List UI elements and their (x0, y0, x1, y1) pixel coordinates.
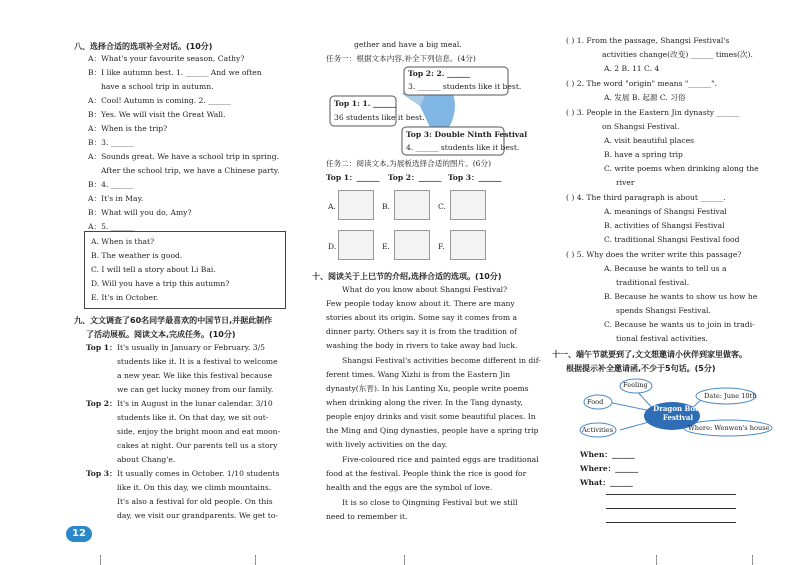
passage-line: the Ming and Qing dynasties, people have a spring trip (326, 426, 539, 435)
question-line: ( ) 3. People in the Eastern Jin dynasty ______ (566, 108, 740, 117)
passage-line: about Chang'e. (117, 455, 176, 464)
cut-line (752, 555, 754, 565)
pic-letter: E. (382, 242, 390, 251)
options-box (84, 231, 286, 309)
passage-line: Five-coloured rice and painted eggs are traditional (342, 455, 539, 464)
mind-feeling: Feeling (623, 381, 648, 389)
question-line: spends Shangsi Festival. (616, 306, 711, 315)
cut-line (255, 555, 257, 565)
section9-title-2: 了活动展板。阅读文本,完成任务。(10分) (86, 330, 236, 339)
pic-letter: C. (438, 202, 446, 211)
answer-line (606, 508, 736, 509)
right-column (552, 0, 800, 565)
question-line: tional festival activities. (616, 334, 708, 343)
option-item: B. The weather is good. (91, 251, 183, 260)
form-where: Where：______ (580, 464, 639, 473)
dialogue-line: A：When is the trip? (88, 124, 168, 133)
question-line: C. write poems when drinking along the (604, 164, 759, 173)
passage-line: ferent times. Wang Xizhi is from the Eastern Jin (326, 370, 511, 379)
section11-title: 十一、端午节就要到了,文文想邀请小伙伴到家里做客。 (552, 350, 748, 359)
dialogue-line: B：4. ______ (88, 180, 134, 189)
question-line: B. activities of Shangsi Festival (604, 221, 725, 230)
passage-line: Shangsi Festival's activities become different in dif- (342, 356, 541, 365)
task1-title: 任务一：根据文本内容,补全下列信息。(4分) (326, 54, 476, 63)
question-line: traditional festival. (616, 278, 690, 287)
passage-line: like it. On this day, we climb mountains. (117, 483, 272, 492)
top3-box-label: Top 3: Double Ninth Festival (406, 130, 528, 139)
question-line: on Shangsi Festival. (602, 122, 680, 131)
passage-line: day, we visit our grandparents. We get to- (117, 511, 278, 520)
picture-c (450, 190, 486, 220)
top-label: Top 3：______ (448, 173, 502, 182)
passage-line: What do you know about Shangsi Festival? (342, 285, 508, 294)
left-column (0, 0, 290, 565)
question-line: A. 发展 B. 起源 C. 习俗 (604, 93, 686, 102)
passage-line: stories about its origin. Some say it comes from a (326, 313, 518, 322)
passage-line: It usually comes in October. 1/10 students (117, 469, 280, 478)
option-item: C. I will tell a story about Li Bai. (91, 265, 216, 274)
pic-letter: F. (438, 242, 445, 251)
mind-food: Food (587, 398, 604, 406)
passage-line: dynasty(东晋). In his Lanting Xu, people write poems (326, 384, 529, 393)
question-line: C. Because he wants us to join in tradi- (604, 320, 755, 329)
mind-where: Where: Wenwen's house (688, 424, 770, 432)
question-line: B. Because he wants to show us how he (604, 292, 758, 301)
section11-title-2: 根据提示补全邀请函,不少于5句话。(5分) (566, 364, 716, 373)
answer-line (606, 522, 736, 523)
passage-line: It's usually in January or February. 3/5 (117, 343, 265, 352)
answer-line (606, 494, 736, 495)
pic-letter: D. (328, 242, 337, 251)
picture-e (394, 230, 430, 260)
pic-letter: A. (328, 202, 336, 211)
passage-line: side, enjoy the bright moon and eat moon- (117, 427, 281, 436)
top-label: Top 1：______ (326, 173, 380, 182)
question-line: activities change(改变) ______ times(次). (602, 50, 753, 59)
dialogue-line: After the school trip, we have a Chinese party. (101, 166, 280, 175)
passage-line: gether and have a big meal. (354, 40, 462, 49)
passage-line: we can get lucky money from our family. (117, 385, 274, 394)
dialogue-line: A：What's your favourite season, Cathy? (88, 54, 245, 63)
passage-line: washing the body in rivers to take away bad luck. (326, 341, 518, 350)
dialogue-line: B：What will you do, Amy? (88, 208, 192, 217)
question-line: ( ) 1. From the passage, Shangsi Festival's (566, 36, 730, 45)
passage-line: people enjoy drinks and visit some beautiful places. In (326, 412, 536, 421)
top2-box-label: Top 2: 2. ______ (408, 69, 470, 78)
passage-line: dinner party. Others say it is from the tradition of (326, 327, 517, 336)
passage-line: need to remember it. (326, 512, 408, 521)
section10-title: 十、阅读关于上巳节的介绍,选择合适的选项。(10分) (312, 272, 502, 281)
top2-box-line: 3. ______ students like it best. (408, 82, 522, 91)
passage-line: It's also a festival for old people. On this (117, 497, 273, 506)
middle-column (290, 0, 552, 565)
dialogue-line: B：Yes. We will visit the Great Wall. (88, 110, 226, 119)
question-line: river (616, 178, 635, 187)
picture-d (338, 230, 374, 260)
question-line: ( ) 2. The word "origin" means "______". (566, 79, 718, 88)
top-label: Top 2：______ (388, 173, 442, 182)
section8-title: 八、选择合适的选项补全对话。(10分) (74, 42, 213, 51)
passage-line: with lively activities on the day. (326, 440, 448, 449)
passage-line: It is so close to Qingming Festival but we still (342, 498, 518, 507)
passage-line: food at the festival. People think the rice is good for (326, 469, 527, 478)
picture-a (338, 190, 374, 220)
question-line: B. have a spring trip (604, 150, 683, 159)
passage-line: when drinking along the river. In the Tang dynasty, (326, 398, 523, 407)
top1-label: Top 1： (86, 343, 117, 352)
section9-title: 九、文文调查了60名同学最喜欢的中国节日,并据此制作 (74, 316, 273, 325)
dialogue-line: A：5. ______ (88, 222, 134, 231)
mind-center: Dragon Boat Festival (653, 404, 703, 422)
question-line: A. 2 B. 11 C. 4 (604, 64, 660, 73)
option-item: A. When is that? (91, 237, 155, 246)
top2-label: Top 2： (86, 399, 117, 408)
passage-line: students like it. On that day, we sit out- (117, 413, 269, 422)
dialogue-line: A：Cool! Autumn is coming. 2. ______ (88, 96, 231, 105)
passage-line: cakes at night. Our parents tell us a story (117, 441, 278, 450)
top1-box-label: Top 1: 1. ______ (334, 99, 396, 108)
question-line: A. Because he wants to tell us a (604, 264, 727, 273)
dialogue-line: have a school trip in autumn. (101, 82, 214, 91)
cut-line (656, 555, 658, 565)
form-when: When：______ (580, 450, 635, 459)
option-item: E. It's in October. (91, 293, 159, 302)
passage-line: students like it. It is a festival to welcome (117, 357, 278, 366)
question-line: A. visit beautiful places (604, 136, 695, 145)
dialogue-line: A：It's in May. (88, 194, 144, 203)
dialogue-line: B：I like autumn best. 1. ______ And we often (88, 68, 262, 77)
picture-f (450, 230, 486, 260)
top3-label: Top 3： (86, 469, 117, 478)
question-line: ( ) 5. Why does the writer write this passage? (566, 250, 742, 259)
mind-date: Date: June 10th (704, 392, 757, 400)
dialogue-line: A：Sounds great. We have a school trip in spring. (88, 152, 279, 161)
passage-line: It's in August in the lunar calendar. 3/10 (117, 399, 273, 408)
question-line: ( ) 4. The third paragraph is about ______. (566, 193, 726, 202)
question-line: C. traditional Shangsi Festival food (604, 235, 740, 244)
form-what: What：______ (580, 478, 633, 487)
option-item: D. Will you have a trip this autumn? (91, 279, 230, 288)
pic-letter: B. (382, 202, 390, 211)
dialogue-line: B：3. ______ (88, 138, 134, 147)
cut-line (404, 555, 406, 565)
passage-line: health and the eggs are the symbol of love. (326, 483, 493, 492)
picture-b (394, 190, 430, 220)
passage-line: Few people today know about it. There are many (326, 299, 515, 308)
task2-title: 任务二：阅读文本,为展板选择合适的图片。(6分) (326, 159, 492, 168)
question-line: A. meanings of Shangsi Festival (604, 207, 727, 216)
top3-box-line: 4. ______ students like it best. (406, 143, 520, 152)
page-number: 12 (66, 526, 92, 542)
passage-line: a new year. We like this festival because (117, 371, 273, 380)
mind-activities: Activities (582, 426, 614, 434)
top1-box-line: 36 students like it best. (334, 113, 425, 122)
cut-line (100, 555, 102, 565)
